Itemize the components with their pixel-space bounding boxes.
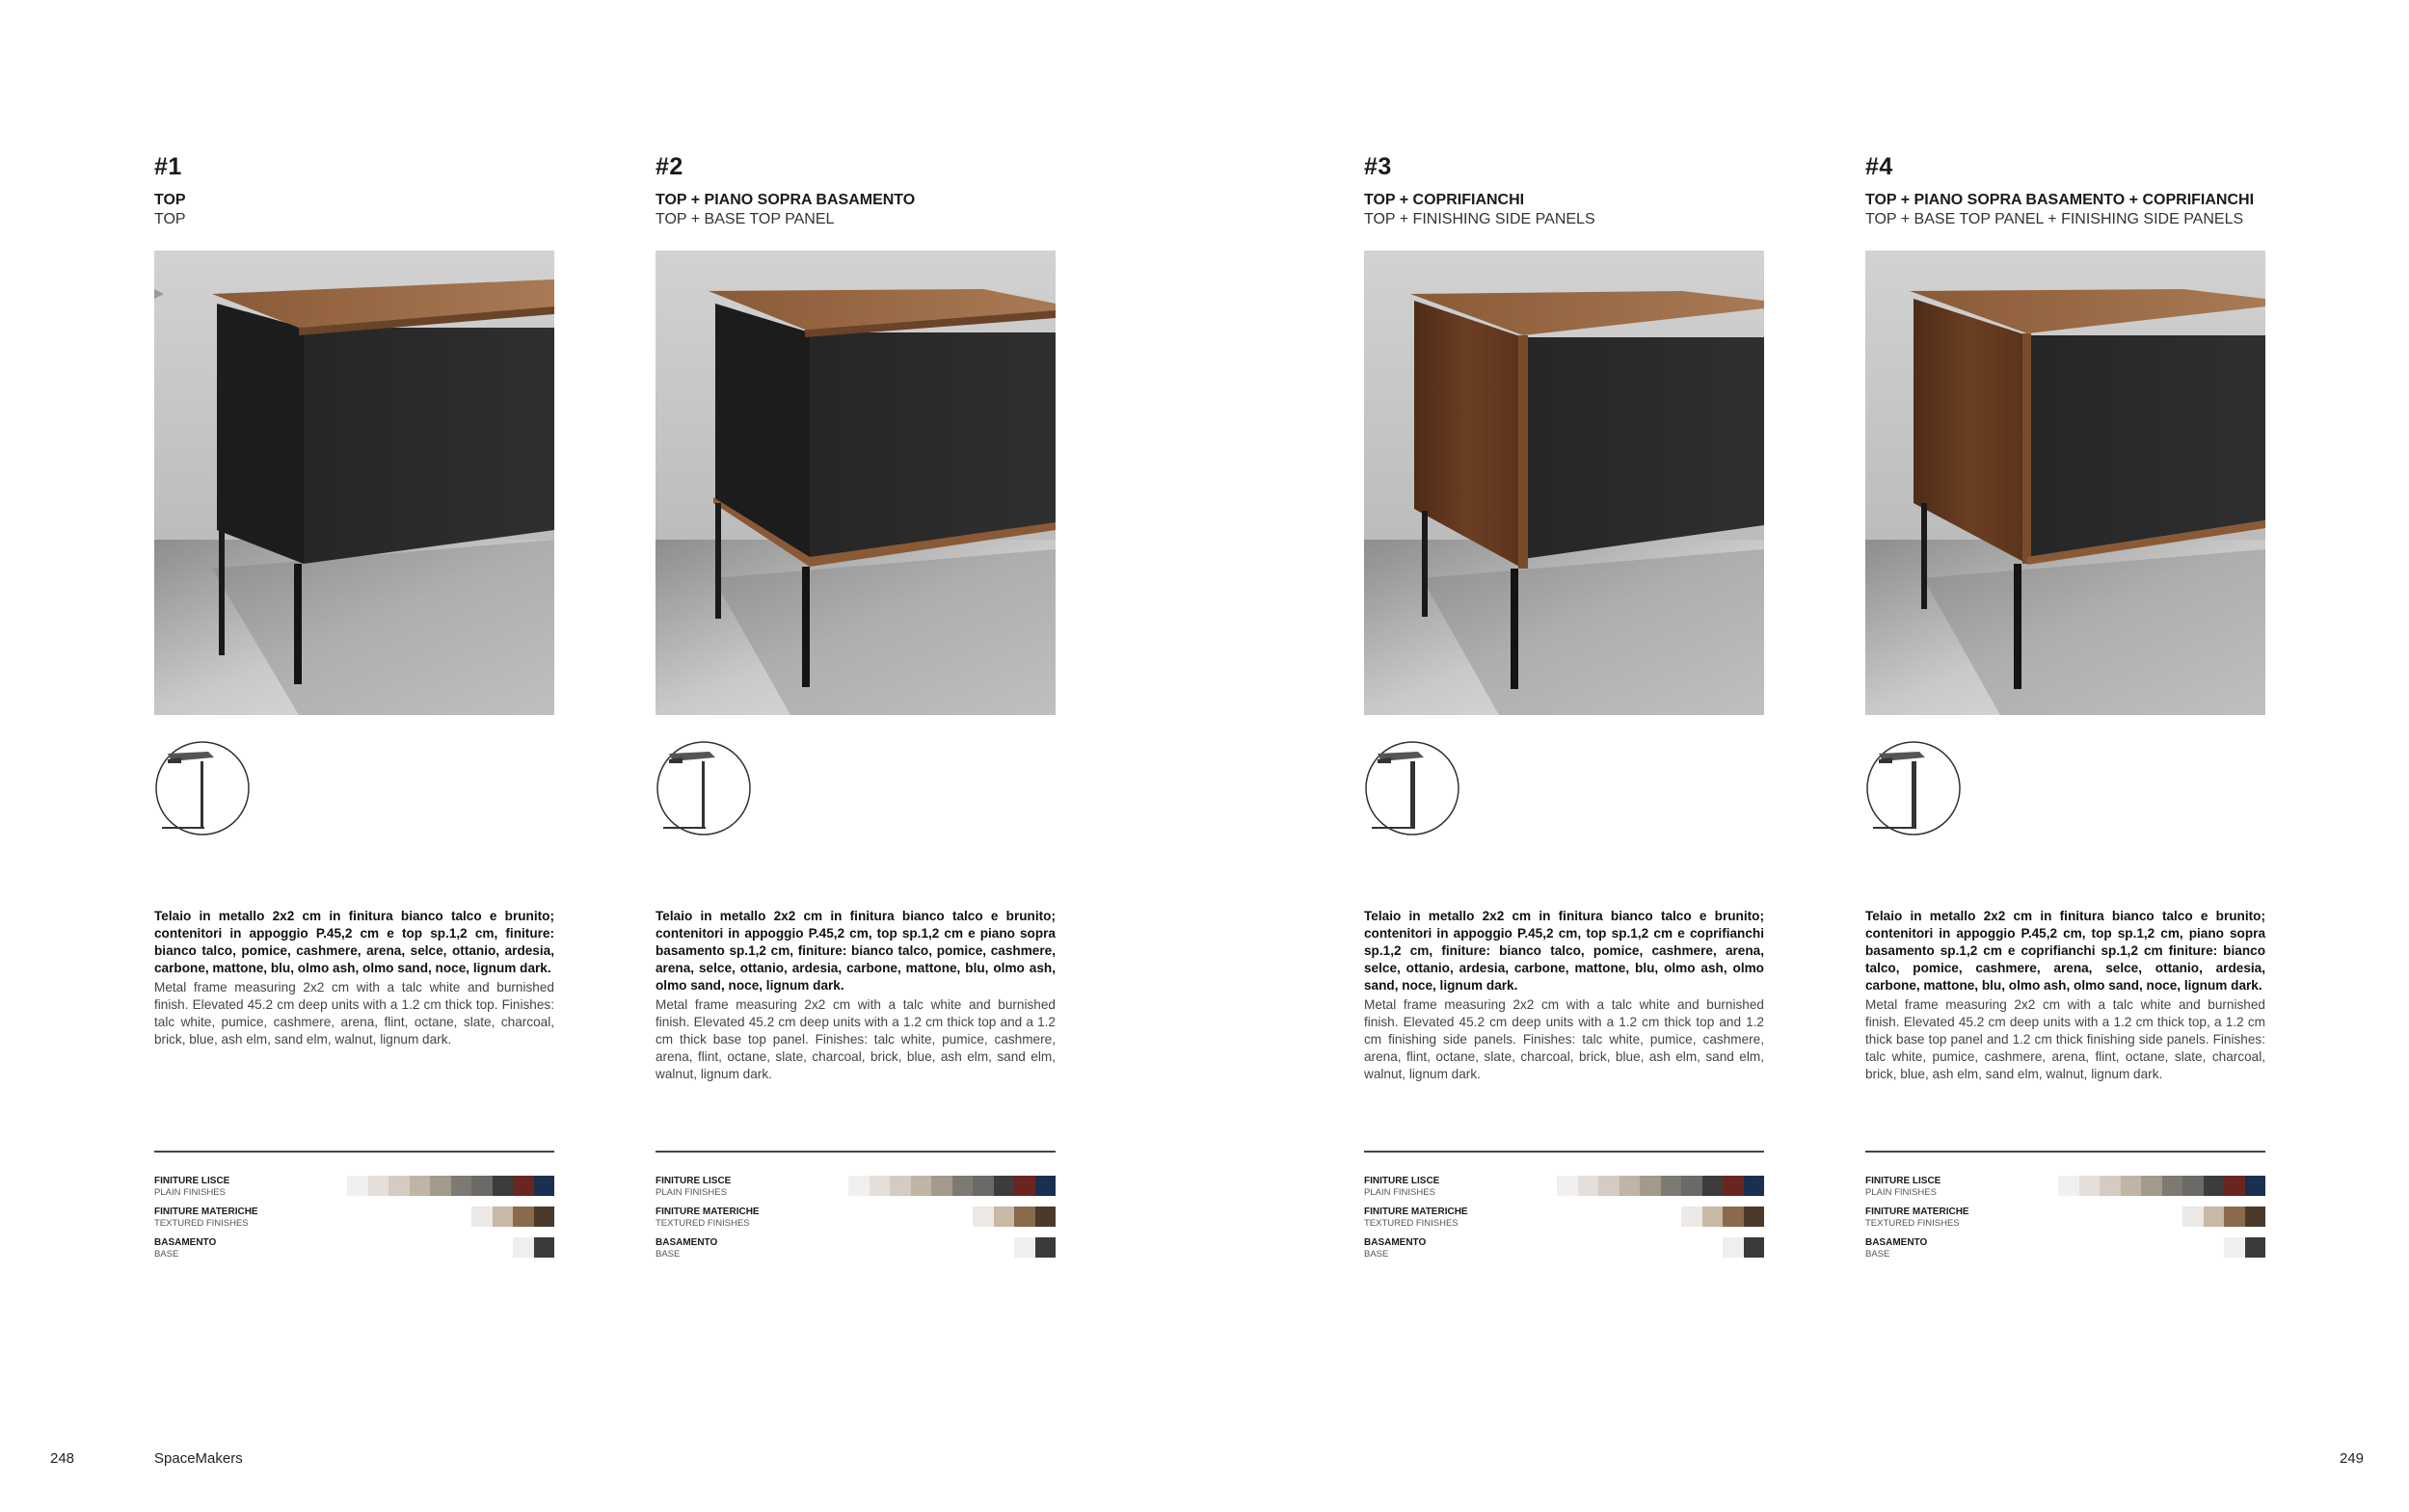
description-en: Metal frame measuring 2x2 cm with a talc white and burnished finish. Elevated 45.2 cm deep units with a 1.2 cm thick top, a 1.2 cm thick base top panel and 1.2 cm thick finishing side panels. Finishes: talc white, pumice, cashmere, arena, flint, octane, slate, charcoal, brick, blue, ash elm, sand elm, walnut, lignum dark. [1865,997,2265,1081]
swatch-strip [347,1176,554,1196]
variant-title-it: TOP + COPRIFIANCHI [1364,192,1525,208]
variant-title-en: TOP + BASE TOP PANEL [656,211,835,227]
finish-row-textured [656,1207,1056,1237]
finish-swatch [2162,1176,2183,1196]
finish-swatch [1640,1176,1661,1196]
finish-swatch [1598,1176,1619,1196]
variant-title-it: TOP + PIANO SOPRA BASAMENTO [656,192,916,208]
page-number-left: 248 [50,1450,75,1467]
variant-4 [1865,152,2265,1260]
sideboard-photo [1364,251,1764,715]
swatch-strip [2182,1207,2265,1227]
base-label-en: BASE [1364,1249,1389,1260]
plain-label-en: PLAIN FINISHES [656,1187,727,1198]
finish-swatch [2224,1176,2245,1196]
swatch-strip [1681,1207,1764,1227]
description-it: Telaio in metallo 2x2 cm in finitura bianco talco e brunito; contenitori in appoggio P.45,2 cm, top sp.1,2 cm e coprifianchi sp.1,2 cm, finiture: bianco talco, pomice, cashmere, arena, selce, ottanio, ardesia, carbone, mattone, blu, olmo ash, olmo sand, noce, lignum dark. [1364,909,1764,993]
finish-row-plain [1364,1176,1764,1207]
finish-swatch [2224,1207,2245,1227]
finish-swatch [347,1176,368,1196]
finish-swatch [2121,1176,2142,1196]
finish-swatch [388,1176,410,1196]
finish-swatch [493,1207,514,1227]
edge-detail-icon [1865,740,1962,836]
base-label-en: BASE [154,1249,179,1260]
variant-title-en: TOP [154,211,186,227]
finishes-table [656,1151,1056,1268]
description-it: Telaio in metallo 2x2 cm in finitura bianco talco e brunito; contenitori in appoggio P.45,2 cm e top sp.1,2 cm, finiture: bianco talco, pomice, cashmere, arena, selce, ottanio, ardesia, carbone, mattone, blu, olmo ash, olmo sand, noce, lignum dark. [154,909,554,975]
finish-swatch [2245,1176,2266,1196]
finish-swatch [1702,1176,1724,1196]
finish-swatch [1014,1237,1035,1258]
finish-swatch [2245,1207,2266,1227]
variant-number: #4 [1865,153,1893,180]
finish-swatch [1744,1176,1765,1196]
finish-row-textured [1364,1207,1764,1237]
plain-label-it: FINITURE LISCE [1865,1176,1941,1186]
finish-swatch [2204,1176,2225,1196]
finish-swatch [368,1176,389,1196]
edge-detail-icon [154,740,251,836]
finish-swatch [1578,1176,1599,1196]
variant-description [154,908,554,1048]
finish-row-plain [656,1176,1056,1207]
swatch-strip [471,1207,554,1227]
variant-number: #2 [656,153,683,180]
base-label-it: BASAMENTO [154,1237,217,1248]
variant-description [1865,908,2265,1083]
sideboard-photo [656,251,1056,715]
textured-label-it: FINITURE MATERICHE [1364,1207,1468,1217]
plain-label-it: FINITURE LISCE [154,1176,230,1186]
finish-swatch [994,1176,1015,1196]
finish-row-textured [1865,1207,2265,1237]
textured-label-en: TEXTURED FINISHES [1364,1218,1459,1229]
finish-swatch [2245,1237,2266,1258]
swatch-strip [1723,1237,1764,1258]
finish-row-base [656,1237,1056,1268]
description-it: Telaio in metallo 2x2 cm in finitura bianco talco e brunito; contenitori in appoggio P.45,2 cm, top sp.1,2 cm, piano sopra basamento sp.1,2 cm e coprifianchi sp.1,2 cm finiture: bianco talco, pomice, cashmere, arena, selce, ottanio, ardesia, carbone, mattone, blu, olmo ash, olmo sand, noce, lignum dark. [1865,909,2265,993]
base-label-en: BASE [1865,1249,1890,1260]
description-en: Metal frame measuring 2x2 cm with a talc white and burnished finish. Elevated 45.2 cm deep units with a 1.2 cm thick top. Finishes: talc white, pumice, cashmere, arena, flint, octane, slate, charcoal, brick, blue, ash elm, sand elm, walnut, lignum dark. [154,980,554,1047]
variant-description [1364,908,1764,1083]
brand-name: SpaceMakers [154,1450,243,1467]
finish-swatch [2182,1207,2204,1227]
finish-row-base [1865,1237,2265,1268]
variant-description [656,908,1056,1083]
finish-swatch [994,1207,1015,1227]
finish-swatch [1723,1237,1744,1258]
base-label-it: BASAMENTO [656,1237,718,1248]
finish-swatch [2079,1176,2101,1196]
plain-label-en: PLAIN FINISHES [154,1187,226,1198]
base-label-it: BASAMENTO [1364,1237,1427,1248]
finish-swatch [1681,1176,1702,1196]
plain-label-it: FINITURE LISCE [1364,1176,1440,1186]
finish-row-plain [1865,1176,2265,1207]
description-it: Telaio in metallo 2x2 cm in finitura bianco talco e brunito; contenitori in appoggio P.45,2 cm, top sp.1,2 cm e piano sopra basamento sp.1,2 cm, finiture: bianco talco, pomice, cashmere, arena, selce, ottanio, ardesia, carbone, mattone, blu, olmo ash, olmo sand, noce, lignum dark. [656,909,1056,993]
swatch-strip [848,1176,1056,1196]
plain-label-en: PLAIN FINISHES [1364,1187,1435,1198]
variant-title-it: TOP + PIANO SOPRA BASAMENTO + COPRIFIANCHI [1865,192,2255,208]
finish-swatch [534,1237,555,1258]
plain-label-en: PLAIN FINISHES [1865,1187,1937,1198]
finishes-table [154,1151,554,1268]
variant-title-en: TOP + BASE TOP PANEL + FINISHING SIDE PANELS [1865,211,2244,227]
sideboard-photo [1865,251,2265,715]
swatch-strip [973,1207,1056,1227]
finish-swatch [451,1176,472,1196]
textured-label-en: TEXTURED FINISHES [1865,1218,1960,1229]
finish-row-base [1364,1237,1764,1268]
finish-swatch [1681,1207,1702,1227]
finish-swatch [2224,1237,2245,1258]
finish-swatch [513,1237,534,1258]
finish-swatch [931,1176,952,1196]
finishes-table [1865,1151,2265,1268]
finish-swatch [471,1176,493,1196]
swatch-strip [2224,1237,2265,1258]
finish-row-base [154,1237,554,1268]
variant-1 [154,152,554,1260]
finish-row-textured [154,1207,554,1237]
finish-swatch [2204,1207,2225,1227]
finish-swatch [410,1176,431,1196]
edge-detail-icon [1364,740,1460,836]
edge-detail-icon [656,740,752,836]
finish-swatch [1035,1207,1057,1227]
finish-row-plain [154,1176,554,1207]
textured-label-it: FINITURE MATERICHE [1865,1207,1969,1217]
finish-swatch [1744,1207,1765,1227]
finish-swatch [513,1207,534,1227]
variant-number: #3 [1364,153,1392,180]
page-number-right: 249 [2339,1450,2364,1467]
finish-swatch [1014,1207,1035,1227]
finish-swatch [1723,1176,1744,1196]
finish-swatch [1723,1207,1744,1227]
plain-label-it: FINITURE LISCE [656,1176,732,1186]
finish-swatch [2141,1176,2162,1196]
variant-title-en: TOP + FINISHING SIDE PANELS [1364,211,1595,227]
finish-swatch [890,1176,911,1196]
finish-swatch [430,1176,451,1196]
textured-label-it: FINITURE MATERICHE [656,1207,760,1217]
finish-swatch [534,1207,555,1227]
description-en: Metal frame measuring 2x2 cm with a talc white and burnished finish. Elevated 45.2 cm deep units with a 1.2 cm thick top and 1.2 cm finishing side panels. Finishes: talc white, pumice, cashmere, arena, flint, octane, slate, charcoal, brick, blue, ash elm, sand elm, walnut, lignum dark. [1364,997,1764,1081]
finish-swatch [911,1176,932,1196]
finish-swatch [534,1176,555,1196]
finish-swatch [2100,1176,2121,1196]
finish-swatch [1619,1176,1641,1196]
finish-swatch [1035,1176,1057,1196]
base-label-it: BASAMENTO [1865,1237,1928,1248]
textured-label-en: TEXTURED FINISHES [154,1218,249,1229]
finish-swatch [1661,1176,1682,1196]
finish-swatch [493,1176,514,1196]
variant-2 [656,152,1056,1260]
sideboard-photo [154,251,554,715]
finish-swatch [952,1176,974,1196]
finish-swatch [848,1176,870,1196]
finish-swatch [2058,1176,2079,1196]
description-en: Metal frame measuring 2x2 cm with a talc white and burnished finish. Elevated 45.2 cm deep units with a 1.2 cm thick top and a 1.2 cm thick base top panel. Finishes: talc white, pumice, cashmere, arena, flint, octane, slate, charcoal, brick, blue, ash elm, sand elm, walnut, lignum dark. [656,997,1056,1081]
finish-swatch [471,1207,493,1227]
swatch-strip [2058,1176,2265,1196]
finish-swatch [973,1207,994,1227]
finishes-table [1364,1151,1764,1268]
variant-number: #1 [154,153,182,180]
finish-swatch [1014,1176,1035,1196]
textured-label-it: FINITURE MATERICHE [154,1207,258,1217]
finish-swatch [870,1176,891,1196]
swatch-strip [513,1237,554,1258]
textured-label-en: TEXTURED FINISHES [656,1218,750,1229]
finish-swatch [513,1176,534,1196]
variant-title-it: TOP [154,192,186,208]
finish-swatch [1035,1237,1057,1258]
base-label-en: BASE [656,1249,681,1260]
finish-swatch [1557,1176,1578,1196]
finish-swatch [2182,1176,2204,1196]
finish-swatch [973,1176,994,1196]
swatch-strip [1557,1176,1764,1196]
finish-swatch [1744,1237,1765,1258]
finish-swatch [1702,1207,1724,1227]
variant-3 [1364,152,1764,1260]
swatch-strip [1014,1237,1056,1258]
